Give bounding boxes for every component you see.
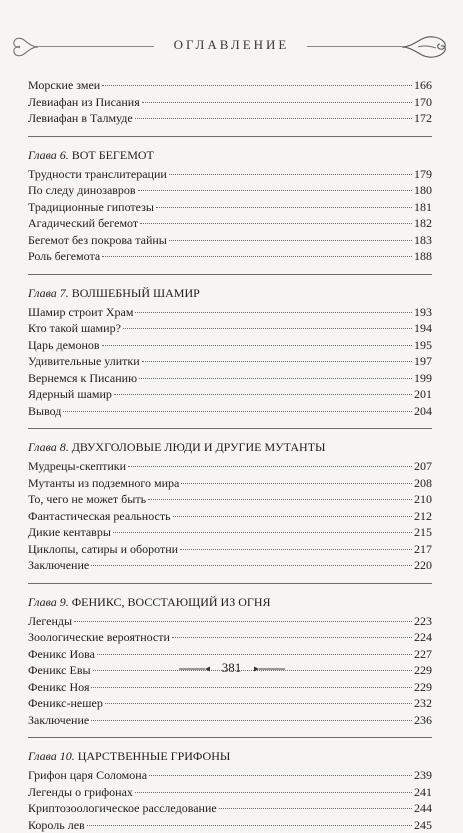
entry-page-number: 197 [414, 353, 432, 370]
toc-entry [28, 77, 432, 94]
chapter-number: Глава 7. [28, 286, 69, 300]
entry-title: Криптозоологическое расследование [28, 800, 217, 817]
entry-page-number: 241 [414, 784, 432, 801]
dot-leader [219, 808, 412, 809]
toc-entry [28, 613, 432, 630]
section-divider [28, 428, 432, 429]
table-of-contents [28, 77, 432, 833]
toc-entry [28, 403, 432, 420]
toc-entry [28, 475, 432, 492]
ornament-flourish-right-icon [400, 34, 452, 60]
toc-entry [28, 629, 432, 646]
entry-title: Феникс Евы [28, 662, 91, 679]
entry-page-number: 170 [414, 94, 432, 111]
dot-leader [139, 378, 412, 379]
dot-leader [91, 720, 412, 721]
entry-page-number: 220 [414, 557, 432, 574]
chapter-section [28, 583, 432, 729]
dot-leader [169, 174, 412, 175]
entry-title: Вернемся к Писанию [28, 370, 137, 387]
toc-entry [28, 712, 432, 729]
entry-page-number: 199 [414, 370, 432, 387]
toc-entry [28, 767, 432, 784]
entry-title: Легенды [28, 613, 72, 630]
dot-leader [63, 411, 412, 412]
entry-page-number: 193 [414, 304, 432, 321]
entry-title: Король лев [28, 817, 85, 833]
chapter-section [28, 428, 432, 574]
toc-entry [28, 320, 432, 337]
dot-leader [142, 361, 412, 362]
entry-title: То, чего не может быть [28, 491, 146, 508]
entry-page-number: 227 [414, 646, 432, 663]
entry-title: Мудрецы-скептики [28, 458, 126, 475]
entry-page-number: 182 [414, 215, 432, 232]
entry-page-number: 236 [414, 712, 432, 729]
entry-page-number: 245 [414, 817, 432, 833]
entry-page-number: 244 [414, 800, 432, 817]
toc-entry [28, 784, 432, 801]
entry-title: Феникс Ноя [28, 679, 89, 696]
toc-entry [28, 248, 432, 265]
entry-title: Левиафан из Писания [28, 94, 140, 111]
chapter-name: ЦАРСТВЕННЫЕ ГРИФОНЫ [78, 749, 231, 763]
entry-title: Грифон царя Соломона [28, 767, 147, 784]
toc-entry [28, 353, 432, 370]
entry-title: Заключение [28, 557, 89, 574]
chapter-name: ВОЛШЕБНЫЙ ШАМИР [72, 286, 200, 300]
dot-leader [140, 223, 412, 224]
toc-entry [28, 679, 432, 696]
entry-title: Циклопы, сатиры и оборотни [28, 541, 178, 558]
footer-ornament-left-icon [177, 665, 211, 673]
chapter-title [28, 747, 432, 765]
dot-leader [149, 775, 412, 776]
entry-page-number: 204 [414, 403, 432, 420]
dot-leader [102, 345, 412, 346]
dot-leader [97, 654, 412, 655]
section-divider [28, 274, 432, 275]
entry-page-number: 195 [414, 337, 432, 354]
entry-title: Дикие кентавры [28, 524, 111, 541]
footer-ornament-right-icon [253, 665, 287, 673]
toc-entry [28, 508, 432, 525]
entry-page-number: 181 [414, 199, 432, 216]
entry-page-number: 217 [414, 541, 432, 558]
toc-entry [28, 370, 432, 387]
entry-page-number: 229 [414, 662, 432, 679]
dot-leader [135, 118, 412, 119]
dot-leader [123, 328, 412, 329]
entry-page-number: 215 [414, 524, 432, 541]
toc-entry [28, 166, 432, 183]
dot-leader [102, 256, 412, 257]
dot-leader [135, 792, 412, 793]
dot-leader [87, 825, 412, 826]
entry-page-number: 229 [414, 679, 432, 696]
dot-leader [156, 207, 412, 208]
entry-page-number: 232 [414, 695, 432, 712]
entry-page-number: 210 [414, 491, 432, 508]
entry-title: Удивительные улитки [28, 353, 140, 370]
entry-title: Бегемот без покрова тайны [28, 232, 167, 249]
entry-title: Агадический бегемот [28, 215, 138, 232]
page-title: ОГЛАВЛЕНИЕ [0, 37, 463, 53]
chapter-title [28, 593, 432, 611]
entry-page-number: 166 [414, 77, 432, 94]
toc-entry [28, 94, 432, 111]
dot-leader [91, 565, 412, 566]
entry-title: Царь демонов [28, 337, 100, 354]
section-divider [28, 583, 432, 584]
dot-leader [102, 85, 412, 86]
chapter-section [28, 77, 432, 127]
toc-entry [28, 232, 432, 249]
dot-leader [138, 190, 412, 191]
entry-page-number: 180 [414, 182, 432, 199]
toc-entry [28, 524, 432, 541]
entry-title: Феникс Иова [28, 646, 95, 663]
toc-entry [28, 304, 432, 321]
dot-leader [173, 516, 412, 517]
entry-page-number: 183 [414, 232, 432, 249]
entry-page-number: 224 [414, 629, 432, 646]
dot-leader [148, 499, 412, 500]
toc-entry [28, 800, 432, 817]
chapter-name: ВОТ БЕГЕМОТ [72, 148, 154, 162]
dot-leader [135, 312, 412, 313]
dot-leader [142, 102, 412, 103]
entry-page-number: 223 [414, 613, 432, 630]
chapter-number: Глава 9. [28, 595, 69, 609]
toc-entry [28, 199, 432, 216]
entry-title: Мутанты из подземного мира [28, 475, 179, 492]
section-divider [28, 737, 432, 738]
page-footer [0, 660, 463, 680]
chapter-title [28, 146, 432, 164]
page-number: 381 [222, 660, 242, 675]
entry-title: Трудности транслитерации [28, 166, 167, 183]
entry-title: Ядерный шамир [28, 386, 112, 403]
toc-entry [28, 557, 432, 574]
entry-page-number: 208 [414, 475, 432, 492]
entry-title: По следу динозавров [28, 182, 136, 199]
entry-title: Фантастическая реальность [28, 508, 171, 525]
dot-leader [128, 466, 412, 467]
entry-title: Заключение [28, 712, 89, 729]
entry-title: Роль бегемота [28, 248, 100, 265]
entry-page-number: 207 [414, 458, 432, 475]
section-divider [28, 136, 432, 137]
entry-page-number: 172 [414, 110, 432, 127]
chapter-section [28, 737, 432, 833]
chapter-number: Глава 10. [28, 749, 75, 763]
entry-page-number: 212 [414, 508, 432, 525]
toc-entry [28, 817, 432, 833]
entry-title: Левиафан в Талмуде [28, 110, 133, 127]
toc-entry [28, 491, 432, 508]
entry-title: Легенды о грифонах [28, 784, 133, 801]
chapter-number: Глава 8. [28, 440, 69, 454]
dot-leader [105, 703, 412, 704]
dot-leader [172, 637, 412, 638]
entry-page-number: 194 [414, 320, 432, 337]
chapter-section [28, 136, 432, 265]
chapter-number: Глава 6. [28, 148, 69, 162]
toc-entry [28, 182, 432, 199]
dot-leader [169, 240, 412, 241]
toc-entry [28, 386, 432, 403]
toc-entry [28, 215, 432, 232]
chapter-name: ДВУХГОЛОВЫЕ ЛЮДИ И ДРУГИЕ МУТАНТЫ [72, 440, 326, 454]
toc-entry [28, 110, 432, 127]
entry-title: Традиционные гипотезы [28, 199, 154, 216]
chapter-name: ФЕНИКС, ВОССТАЮЩИЙ ИЗ ОГНЯ [72, 595, 271, 609]
dot-leader [180, 549, 412, 550]
entry-page-number: 188 [414, 248, 432, 265]
toc-entry [28, 541, 432, 558]
entry-page-number: 239 [414, 767, 432, 784]
entry-title: Морские змеи [28, 77, 100, 94]
entry-title: Шамир строит Храм [28, 304, 133, 321]
dot-leader [114, 394, 412, 395]
chapter-section [28, 274, 432, 420]
entry-title: Вывод [28, 403, 61, 420]
dot-leader [113, 532, 412, 533]
entry-page-number: 201 [414, 386, 432, 403]
dot-leader [91, 687, 412, 688]
chapter-title [28, 438, 432, 456]
header-rule-right [307, 46, 402, 47]
toc-entry [28, 458, 432, 475]
toc-entry [28, 337, 432, 354]
entry-title: Феникс-нешер [28, 695, 103, 712]
entry-title: Кто такой шамир? [28, 320, 121, 337]
dot-leader [74, 621, 412, 622]
entry-title: Зоологические вероятности [28, 629, 170, 646]
dot-leader [181, 483, 412, 484]
chapter-title [28, 284, 432, 302]
entry-page-number: 179 [414, 166, 432, 183]
running-header [0, 34, 463, 60]
toc-entry [28, 695, 432, 712]
